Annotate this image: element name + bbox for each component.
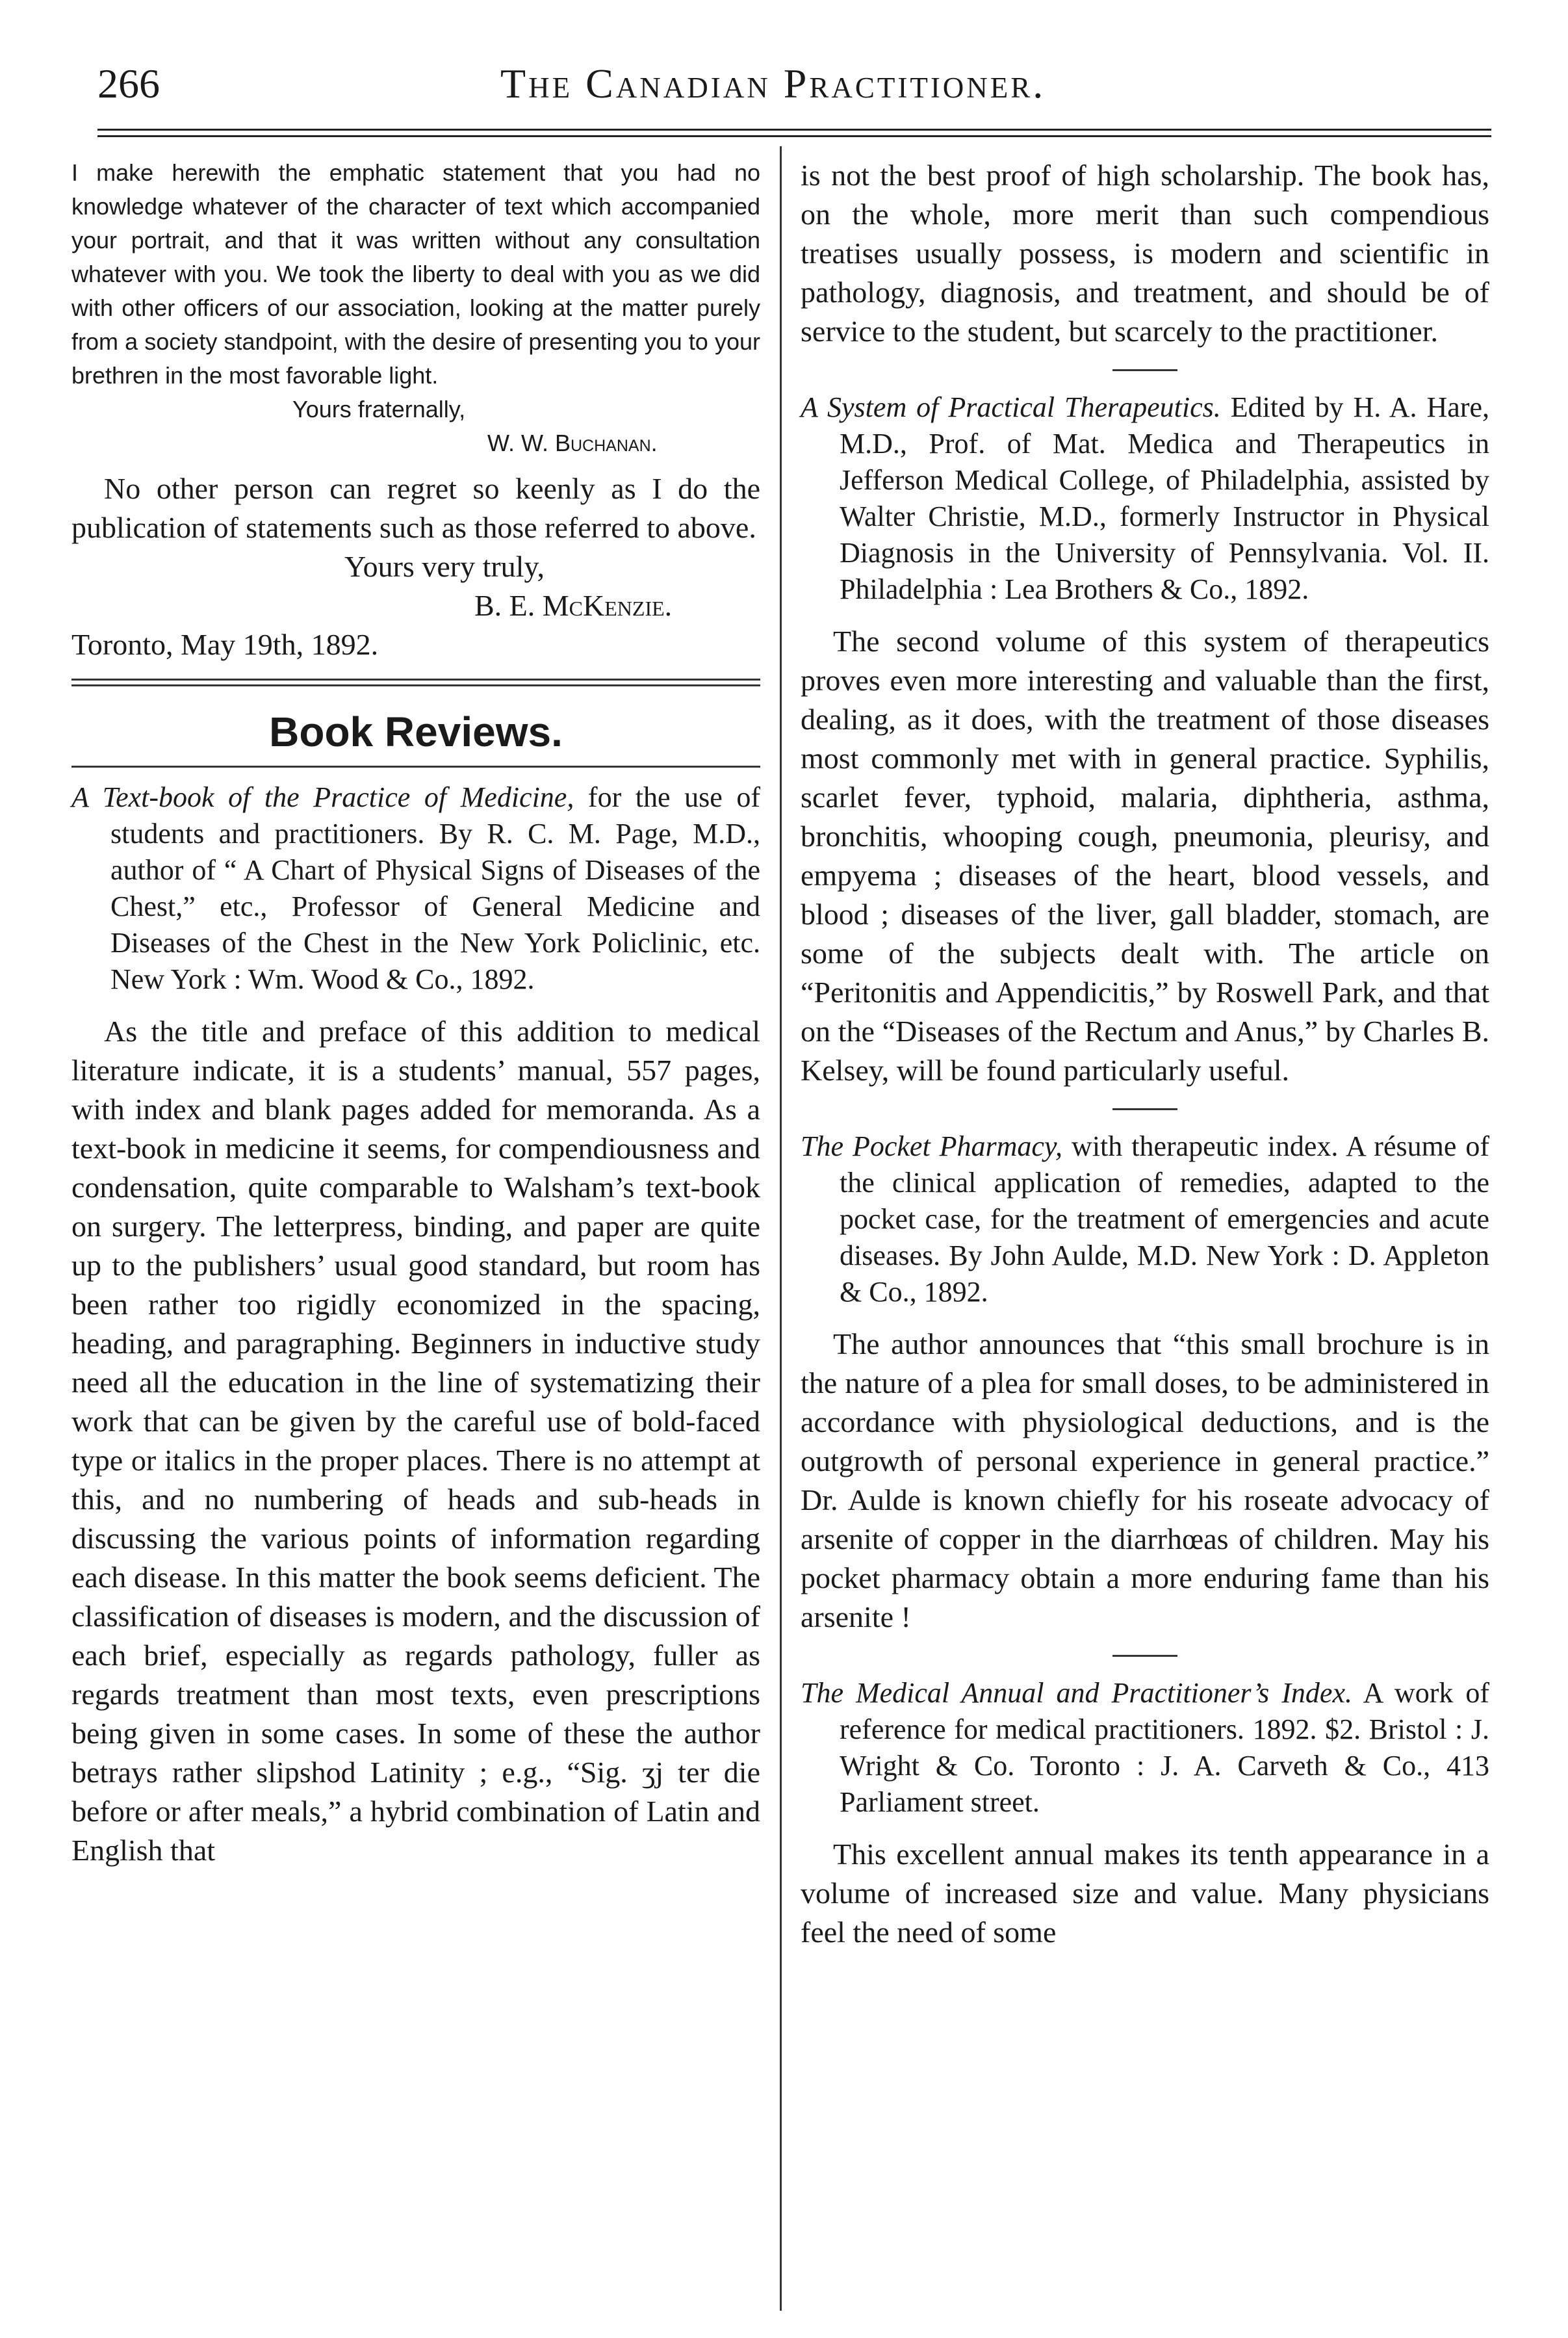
header-rule-bottom [97,135,1491,137]
reply-dateline: Toronto, May 19th, 1892. [71,628,379,661]
review-title: A System of Practical Therapeutics. [801,391,1221,423]
review-citation-text: Edited by H. A. Hare, M.D., Prof. of Mat. Medica and Therapeutics in Jefferson Medical College, of Philadelphia, assisted by Walter Christie, M.D., formerly Instructor in Physical Diagnosis in the University of Pennsylvania. Vol. II. Philadelphia : Lea Brothers & Co., 1892. [840,391,1489,605]
review-citation-text: for the use of students and practitioners. By R. C. M. Page, M.D., author of “ A Chart of Physical Signs of Diseases of the Chest,” etc., Professor of General Medicine and Diseases of the Chest in the New York Policlinic, etc. New York : Wm. Wood & Co., 1892. [110,781,760,995]
left-column [71,156,760,1870]
journal-title: The Canadian Practitioner. [500,60,1046,107]
column-divider [780,146,782,2311]
review-body: The second volume of this system of therapeutics proves even more interesting and valuable than the first, dealing, as it does, with the treatment of those diseases most commonly met with in general practice. Syphilis, scarlet fever, typhoid, malaria, diphtheria, asthma, bronchitis, whooping cough, pneumonia, pleurisy, and empyema ; diseases of the heart, blood vessels, and blood ; diseases of the liver, gall bladder, stomach, are some of the subjects dealt with. The article on “Peritonitis and Appendicitis,” by Roswell Park, and that on the “Diseases of the Rectum and Anus,” by Charles B. Kelsey, will be found particularly useful. [801,625,1489,1087]
running-head [97,60,1491,131]
review-citation [801,1128,1489,1310]
review-title: A Text-book of the Practice of Medicine, [71,781,574,813]
review-citation-text: A work of reference for medical practitioners. 1892. $2. Bristol : J. Wright & Co. Toronto : J. A. Carveth & Co., 413 Parliament street. [840,1677,1489,1818]
section-heading-rule [71,766,760,768]
review-separator [1112,1655,1177,1657]
reply-closing: Yours very truly, [344,550,545,583]
page-number: 266 [97,60,160,107]
review-citation [801,389,1489,608]
section-heading: Book Reviews. [269,708,563,755]
review-body: As the title and preface of this addition to medical literature indicate, it is a students’ manual, 557 pages, with index and blank pages added for memoranda. As a text-book in medicine it seems, for compendiousness and condensation, quite comparable to Walsham’s text-book on surgery. The letterpress, binding, and paper are quite up to the publishers’ usual good standard, but room has been rather too rigidly economized in the spacing, heading, and paragraphing. Beginners in inductive study need all the education in the line of systematizing their work that can be given by the careful use of bold-faced type or italics in the proper places. There is no attempt at this, and no numbering of heads and sub-heads in discussing the various points of information regarding each disease. In this matter the book seems deficient. The classification of diseases is modern, and the discussion of each brief, especially as regards pathology, fuller as regards treatment than most texts, even prescriptions being given in some cases. In some of these the author betrays rather slipshod Latinity ; e.g., “Sig. ʒj ter die before or after meals,” a hybrid combination of Latin and English that [71,1015,760,1867]
right-column [801,156,1489,1952]
reply-paragraph: No other person can regret so keenly as I do the publication of statements such as those referred to above. [71,472,760,544]
letter-paragraph: I make herewith the emphatic statement that you had no knowledge whatever of the character of text which accompanied your portrait, and that it was written without any consultation whatever with you. We took the liberty to deal with you as we did with other officers of our association, looking at the matter purely from a society standpoint, with the desire of presenting you to your brethren in the most favorable light. [71,159,760,389]
review-citation [801,1675,1489,1821]
review-separator [1112,369,1177,371]
reply-signature: B. E. McKenzie. [474,589,673,622]
review-body: This excellent annual makes its tenth appearance in a volume of increased size and value. Many physicians feel the need of some [801,1838,1489,1949]
review-title: The Medical Annual and Practitioner’s Index. [801,1677,1352,1709]
review-body: The author announces that “this small brochure is in the nature of a plea for small doses, to be administered in accordance with physiological deductions, and is the outgrowth of personal experience in general practice.” Dr. Aulde is known chiefly for his roseate advocacy of arsenite of copper in the diarrhœas of children. May his pocket pharmacy obtain a more enduring fame than his arsenite ! [801,1327,1489,1633]
header-rule-top [97,129,1491,131]
letter-closing: Yours fraternally, [292,396,466,422]
review-separator [1112,1108,1177,1110]
review-body-continued: is not the best proof of high scholarship. The book has, on the whole, more merit than such compendious treatises usually possess, is modern and scientific in pathology, diagnosis, and treatment, and should be of service to the student, but scarcely to the practitioner. [801,159,1489,348]
review-title: The Pocket Pharmacy, [801,1130,1063,1162]
letter-signature: W. W. Buchanan. [487,430,658,456]
section-double-rule [71,679,760,686]
review-citation-text: with therapeutic index. A résume of the clinical application of remedies, adapted to the pocket case, for the treatment of emergencies and acute diseases. By John Aulde, M.D. New York : D. Appleton & Co., 1892. [840,1130,1489,1308]
review-citation [71,779,760,998]
